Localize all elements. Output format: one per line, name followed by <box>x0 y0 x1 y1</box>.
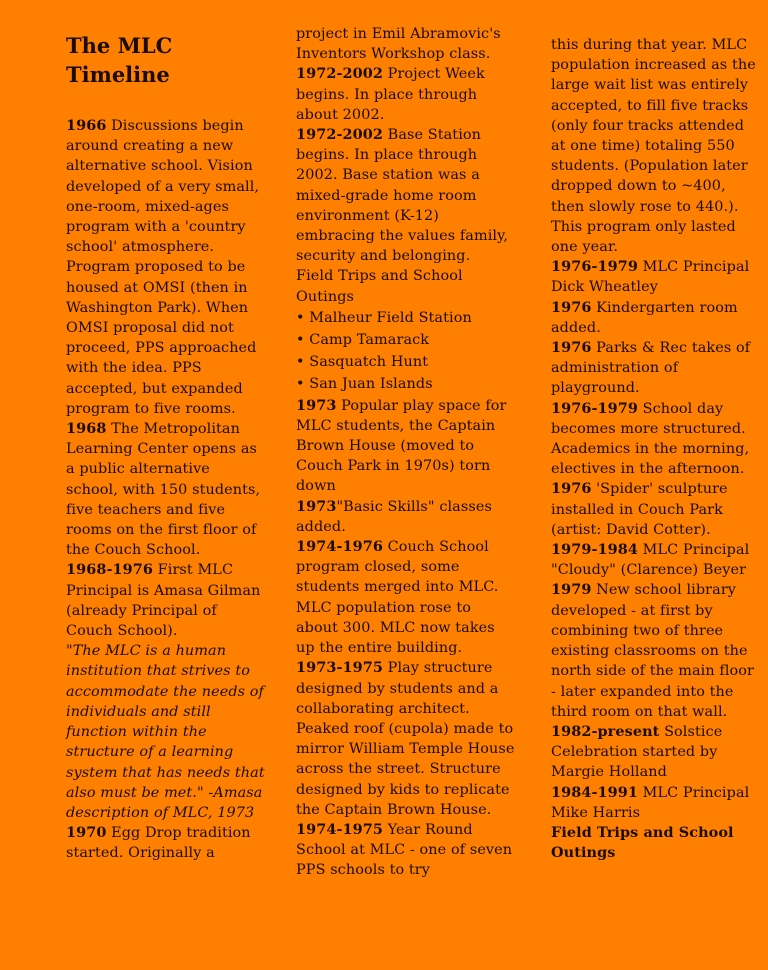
entry-text: MLC Principal Mike Harris <box>551 784 750 821</box>
timeline-entry <box>296 64 516 125</box>
timeline-entry <box>551 35 756 257</box>
bullet-item: • San Juan Islands <box>296 376 433 393</box>
entry-text: Couch School program closed, some students merged into MLC. MLC population rose to about 300. MLC now takes up the entire building. <box>296 539 499 657</box>
entry-text: Project Week begins. In place through about 2002. <box>296 66 485 123</box>
entry-text: Program proposed to be housed at OMSI (then in Washington Park). When OMSI proposal did not proceed, PPS approached with the idea. PPS accepted, but expanded program to five rooms. <box>66 259 257 417</box>
principal-quote: "The MLC is a human institution that strives to accommodate the needs of individuals and still function within the structure of a learning system that has needs that also must be met." -Amasa description of MLC, 1973 <box>66 643 265 821</box>
entry-year: 1976-1979 <box>551 258 638 276</box>
entry-text: School day becomes more structured. Academics in the morning, electives in the afternoon. <box>551 400 750 478</box>
timeline-entry <box>551 298 756 338</box>
entry-year: 1982-present <box>551 722 660 740</box>
entry-text: New school library developed - at first by combining two of three existing classrooms on the north side of the main floor - later expanded into the third room on that wall. <box>551 582 755 720</box>
bullet-item: • Malheur Field Station <box>296 309 472 326</box>
entry-text: Parks & Rec takes of administration of playground. <box>551 340 751 397</box>
timeline-column-3 <box>551 35 756 863</box>
entry-year: 1974-1976 <box>296 538 383 556</box>
entry-text: Discussions begin around creating a new alternative school. Vision developed of a very small, one-room, mixed-ages program with a 'country school' atmosphere. <box>66 118 260 256</box>
timeline-entry <box>551 540 756 580</box>
timeline-entry <box>66 823 266 863</box>
entry-year: 1973 <box>296 497 337 515</box>
timeline-entry <box>551 783 756 823</box>
entry-year: 1979-1984 <box>551 541 638 559</box>
entry-text: Kindergarten room added. <box>551 299 738 336</box>
entry-year: 1974-1975 <box>296 820 383 838</box>
timeline-column-1 <box>66 116 266 864</box>
entry-year: 1984-1991 <box>551 783 638 801</box>
entry-year: 1976 <box>551 480 592 498</box>
timeline-entry <box>66 116 266 257</box>
timeline-entry <box>66 419 266 560</box>
timeline-entry <box>551 399 756 480</box>
entry-year: 1979 <box>551 581 592 599</box>
entry-year: 1976 <box>551 298 592 316</box>
entry-year: 1970 <box>66 824 107 842</box>
timeline-entry <box>551 479 756 540</box>
entry-text: Solstice Celebration started by Margie Holland <box>551 723 723 781</box>
entry-text: Base Station begins. In place through 2002. Base station was a mixed-grade home room environment (K-12) embracing the values family, security and belonging. <box>296 127 509 265</box>
page-title: The MLC Timeline <box>66 33 173 87</box>
entry-text: project in Emil Abramovic's Inventors Workshop class. <box>296 26 501 63</box>
timeline-entry <box>296 266 516 306</box>
entry-text: Year Round School at MLC - one of seven PPS schools to try <box>296 821 513 879</box>
timeline-entry <box>296 125 516 266</box>
entry-year: 1966 <box>66 117 107 134</box>
timeline-column-2 <box>296 24 516 881</box>
entry-year: 1972-2002 <box>296 126 383 144</box>
entry-text: Popular play space for MLC students, the Captain Brown House (moved to Couch Park in 1970s) torn down <box>296 397 507 495</box>
entry-year: 1976-1979 <box>551 399 638 417</box>
entry-text: this during that year. MLC population increased as the large wait list was entirely accepted, to fill five tracks (only four tracks attended at one time) totaling 550 students. (Population later dropped down to ~400, then slowly rose to 440.). This program only lasted one year. <box>551 37 756 256</box>
entry-year: 1973-1975 <box>296 659 383 677</box>
entry-text: 'Spider' sculpture installed in Couch Park (artist: David Cotter). <box>551 481 728 538</box>
bullet-item: • Camp Tamarack <box>296 332 430 349</box>
entry-year: 1968-1976 <box>66 561 153 579</box>
entry-text: The Metropolitan Learning Center opens as a public alternative school, with 150 students, five teachers and five rooms on the first floor of the Couch School. <box>66 421 261 559</box>
entry-year: 1968 <box>66 420 107 438</box>
timeline-entry <box>551 338 756 399</box>
timeline-entry <box>551 722 756 783</box>
entry-text: First MLC Principal is Amasa Gilman (already Principal of Couch School). <box>66 562 261 640</box>
entry-text: MLC Principal Dick Wheatley <box>551 259 750 296</box>
entry-text: MLC Principal "Cloudy" (Clarence) Beyer <box>551 542 750 579</box>
timeline-entry <box>66 560 266 641</box>
entry-text: Field Trips and School Outings <box>296 268 463 305</box>
entry-year: 1972-2002 <box>296 65 383 83</box>
timeline-entry <box>66 257 266 419</box>
timeline-entry <box>296 820 516 881</box>
timeline-entry <box>296 537 516 658</box>
entry-text: "Basic Skills" classes added. <box>296 498 492 535</box>
timeline-entry <box>551 257 756 297</box>
entry-text: Play structure designed by students and a collaborating architect. Peaked roof (cupola) made to mirror William Temple House across the street. Structure designed by kids to replicate the Captain Brown House. <box>296 660 515 818</box>
entry-year: 1976 <box>551 339 592 357</box>
timeline-entry <box>296 24 516 64</box>
timeline-entry <box>551 580 756 721</box>
timeline-entry <box>296 658 516 820</box>
entry-year: 1973 <box>296 396 337 414</box>
section-heading: Field Trips and School Outings <box>551 823 734 862</box>
timeline-entry <box>296 497 516 537</box>
timeline-entry <box>296 396 516 497</box>
entry-text: Egg Drop tradition started. Originally a <box>66 825 251 862</box>
bullet-item: • Sasquatch Hunt <box>296 354 429 371</box>
